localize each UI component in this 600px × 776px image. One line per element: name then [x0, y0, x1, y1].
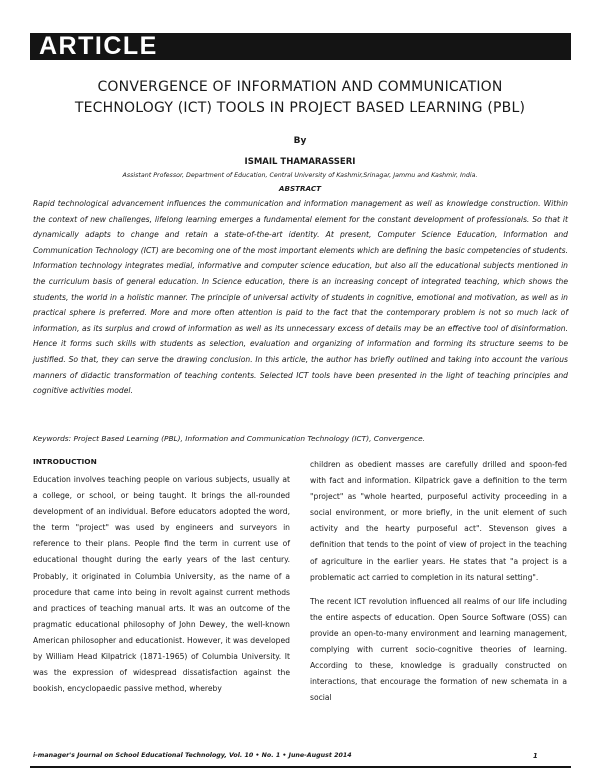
page-number: 1 — [533, 752, 538, 760]
footer-rule — [30, 766, 571, 768]
body-column-left — [33, 472, 290, 697]
by-line: By — [293, 136, 307, 146]
author-name: ISMAIL THAMARASSERI — [244, 157, 356, 167]
section-label: ARTICLE — [39, 32, 158, 60]
author-affiliation: Assistant Professor, Department of Education, Central University of Kashmir,Srinagar, Jammu and Kashmir, India. — [122, 172, 478, 179]
title-line-1: CONVERGENCE OF INFORMATION AND COMMUNICATION — [97, 79, 503, 95]
keywords: Keywords: Project Based Learning (PBL), Information and Communication Technology (ICT), Convergence. — [33, 434, 425, 443]
article-banner — [30, 33, 571, 60]
footer-journal-citation: i-manager's Journal on School Educational Technology, Vol. 10 • No. 1 • June-August 2014 — [33, 752, 352, 759]
intro-paragraph-1: Education involves teaching people on various subjects, usually at a college, or school, or being taught. It brings the all-rounded development of an individual. Before educators adopted the word, the term "project" was used by engineers and surveyors in reference to their plans. People find the term in current use of educational thought during the early years of the last century. Probably, it originated in Columbia University, as the name of a procedure that came into being in revolt against current methods and practices of teaching manual arts. It was an outcome of the pragmatic educational philosophy of John Dewey, the well-known American philosopher and educationist. However, it was developed by William Head Kilpatrick (1871-1965) of Columbia University. It was the expression of widespread dissatisfaction against the bookish, encyclopaedic passive method, whereby — [33, 475, 290, 694]
title-line-2: TECHNOLOGY (ICT) TOOLS IN PROJECT BASED LEARNING (PBL) — [74, 100, 526, 116]
body-column-right — [310, 457, 567, 706]
abstract-text: Rapid technological advancement influences the communication and information management as well as knowledge construction. Within the context of new challenges, lifelong learning emerges a fundamental element for the constant development of professionals. So that it dynamically adapts to change and retain a state-of-the-art identity. At present, Computer Science Education, Information and Communication Technology (ICT) are becoming one of the most important elements which are defining the basic competencies of students. Information technology integrates medial, informative and computer science education, but also all the educational subjects mentioned in the curriculum basis of general education. In Science education, there is an increasing concept of integrated teaching, which shows the students, the world in a holistic manner. The principle of universal activity of students in cognitive, emotional and motivation, as well as in practical sphere is preferred. More and more often attention is paid to the fact that the contemporary problem is not so much lack of information, as its surplus and crowd of information as well as its unnecessary excess of details may be an effective tool of disinformation. Hence it forms such skills with students as selection, evaluation and organizing of information and forming its structure seems to be justified. So that, they can serve the drawing conclusion. In this article, the author has briefly outlined and taking into account the various manners of didactic transformation of teaching contents. Selected ICT tools have been presented in the light of teaching principles and cognitive activities model. — [33, 199, 568, 396]
introduction-heading: INTRODUCTION — [33, 457, 97, 466]
intro-paragraph-2: children as obedient masses are carefully drilled and spoon-fed with fact and information. Kilpatrick gave a definition to the term "project" as "whole hearted, purposeful activity proceeding in a social environment, or more briefly, in the unit element of such activity and the hearty purposeful act". Stevenson gives a definition that tends to the point of view of project in the teaching of agriculture in the earlier years. He states that "a project is a problematic act carried to completion in its natural setting". — [310, 460, 567, 582]
intro-paragraph-3: The recent ICT revolution influenced all realms of our life including the entire aspects of education. Open Source Software (OSS) can provide an open-to-many environment and learning management, complying with current socio-cognitive theories of learning. According to these, knowledge is gradually constructed on interactions, that encourage the formation of new schemata in a social — [310, 596, 567, 703]
abstract-heading: ABSTRACT — [278, 184, 322, 193]
article-title — [50, 77, 550, 119]
